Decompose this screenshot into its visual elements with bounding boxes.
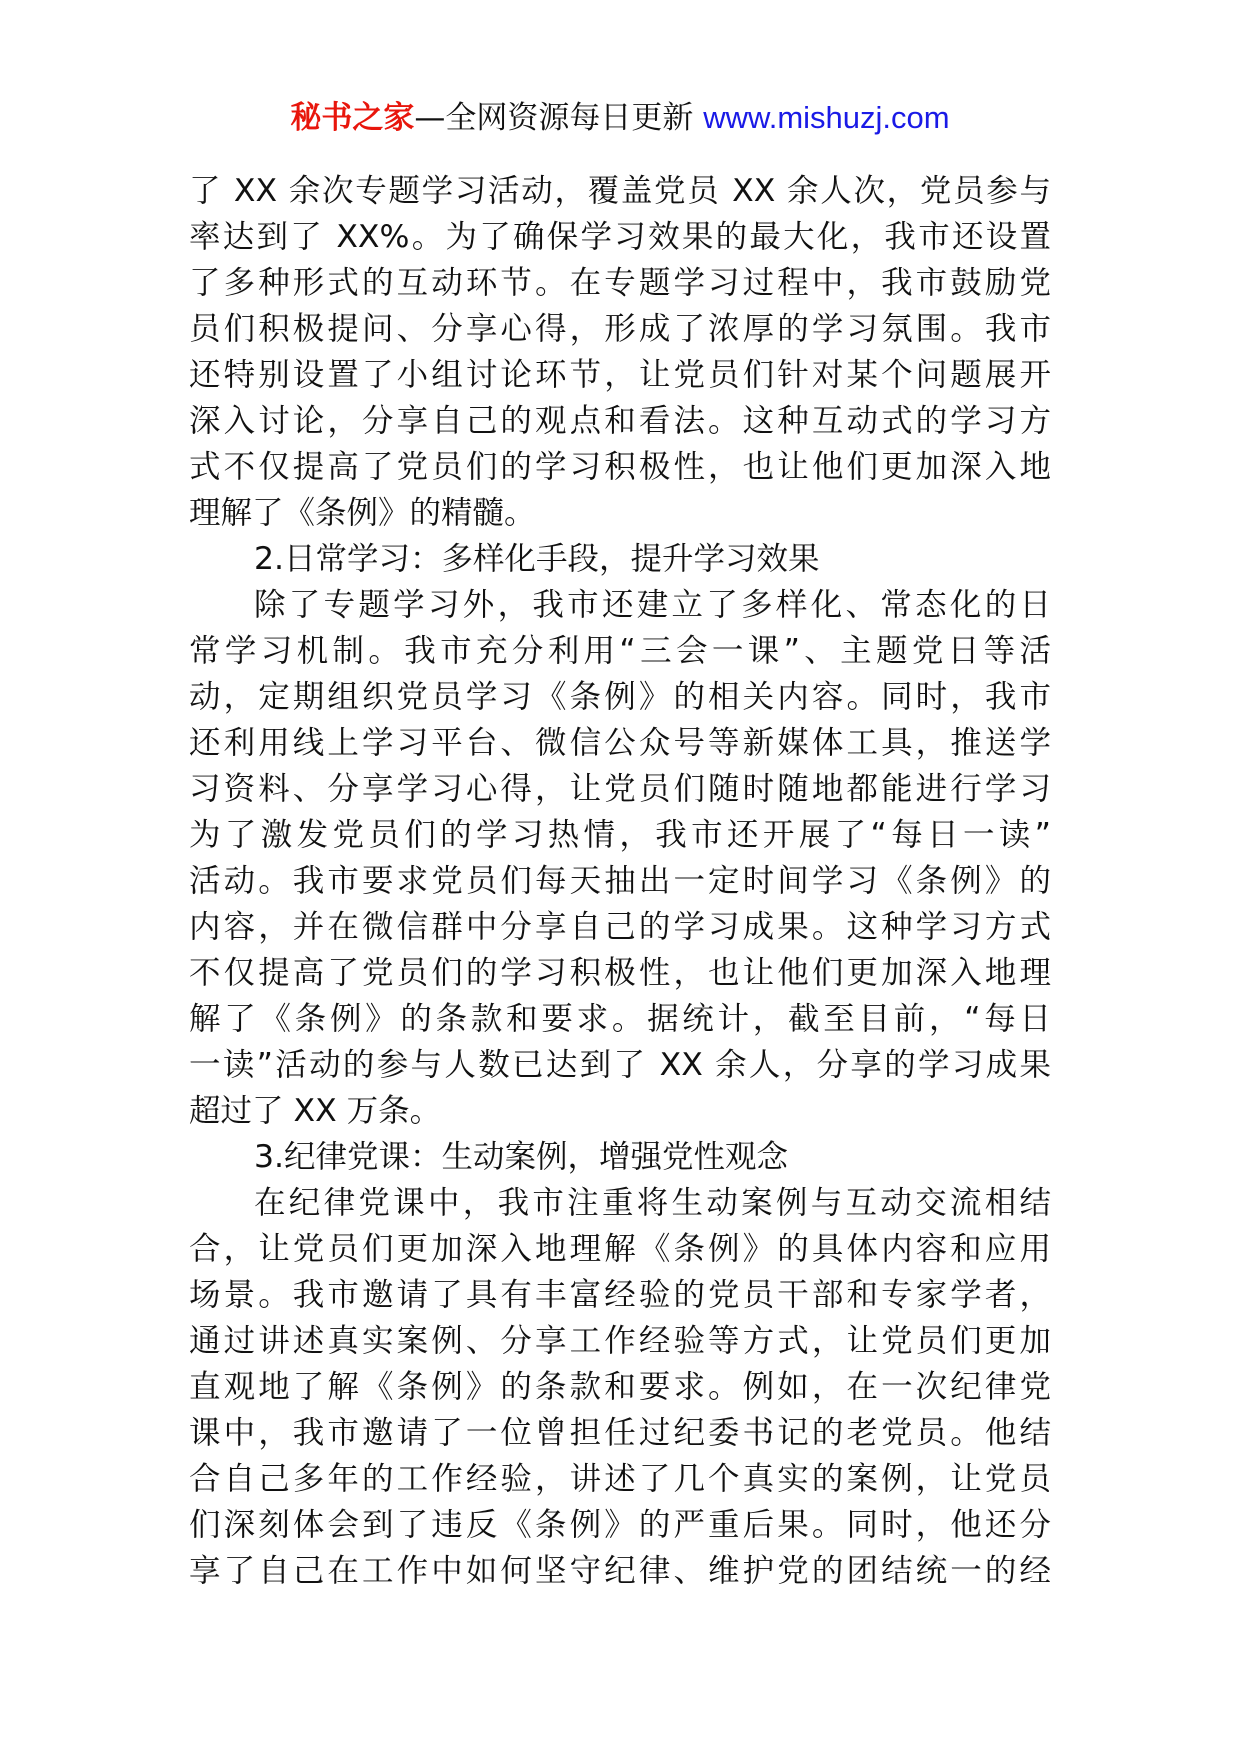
text-line: 内容，并在微信群中分享自己的学习成果。这种学习方式 — [189, 909, 1051, 945]
text-line: 员们积极提问、分享心得，形成了浓厚的学习氛围。我市 — [189, 311, 1051, 347]
text-line: 合自己多年的工作经验，讲述了几个真实的案例，让党员 — [189, 1461, 1051, 1497]
text-line: 场景。我市邀请了具有丰富经验的党员干部和专家学者， — [189, 1277, 1051, 1313]
text-line: 一读”活动的参与人数已达到了 XX 余人，分享的学习成果 — [189, 1047, 1051, 1083]
text-line: 享了自己在工作中如何坚守纪律、维护党的团结统一的经 — [189, 1553, 1051, 1589]
site-header — [0, 98, 1240, 138]
text-line: 通过讲述真实案例、分享工作经验等方式，让党员们更加 — [189, 1323, 1051, 1359]
heading-line: 2.日常学习：多样化手段，提升学习效果 — [254, 541, 820, 577]
text-line: 在纪律党课中，我市注重将生动案例与互动交流相结 — [254, 1185, 1051, 1221]
text-line: 除了专题学习外，我市还建立了多样化、常态化的日 — [254, 587, 1051, 623]
section-heading-daily-study — [189, 536, 1051, 582]
paragraph-discipline-class — [189, 1180, 1051, 1594]
site-slogan: —全网资源每日更新 — [414, 100, 704, 136]
text-line: 课中，我市邀请了一位曾担任过纪委书记的老党员。他结 — [189, 1415, 1051, 1451]
text-line: 们深刻体会到了违反《条例》的严重后果。同时，他还分 — [189, 1507, 1051, 1543]
text-line: 常学习机制。我市充分利用“三会一课”、主题党日等活 — [189, 633, 1051, 669]
text-line: 合，让党员们更加深入地理解《条例》的具体内容和应用 — [189, 1231, 1051, 1267]
text-line: 动，定期组织党员学习《条例》的相关内容。同时，我市 — [189, 679, 1051, 715]
text-line: 还利用线上学习平台、微信公众号等新媒体工具，推送学 — [189, 725, 1051, 761]
text-line: 深入讨论，分享自己的观点和看法。这种互动式的学习方 — [189, 403, 1051, 439]
text-line: 为了激发党员们的学习热情，我市还开展了“每日一读” — [189, 817, 1051, 853]
text-line: 习资料、分享学习心得，让党员们随时随地都能进行学习 — [189, 771, 1051, 807]
section-heading-discipline-class — [189, 1134, 1051, 1180]
site-url-link[interactable]: www.mishuzj.com — [703, 100, 950, 135]
text-line: 式不仅提高了党员们的学习积极性，也让他们更加深入地 — [189, 449, 1051, 485]
paragraph-continuation — [189, 168, 1051, 536]
document-body — [189, 168, 1051, 1594]
text-line: 理解了《条例》的精髓。 — [189, 495, 536, 531]
text-line: 还特别设置了小组讨论环节，让党员们针对某个问题展开 — [189, 357, 1051, 393]
text-line: 了多种形式的互动环节。在专题学习过程中，我市鼓励党 — [189, 265, 1051, 301]
text-line: 超过了 XX 万条。 — [189, 1093, 442, 1129]
text-line: 直观地了解《条例》的条款和要求。例如，在一次纪律党 — [189, 1369, 1051, 1405]
text-line: 活动。我市要求党员们每天抽出一定时间学习《条例》的 — [189, 863, 1051, 899]
text-line: 不仅提高了党员们的学习积极性，也让他们更加深入地理 — [189, 955, 1051, 991]
paragraph-daily-study — [189, 582, 1051, 1134]
text-line: 率达到了 XX%。为了确保学习效果的最大化，我市还设置 — [189, 219, 1051, 255]
text-line: 解了《条例》的条款和要求。据统计，截至目前，“每日 — [189, 1001, 1051, 1037]
heading-line: 3.纪律党课：生动案例，增强党性观念 — [254, 1139, 789, 1175]
text-line: 了 XX 余次专题学习活动，覆盖党员 XX 余人次，党员参与 — [189, 173, 1051, 209]
site-brand: 秘书之家 — [290, 100, 415, 136]
